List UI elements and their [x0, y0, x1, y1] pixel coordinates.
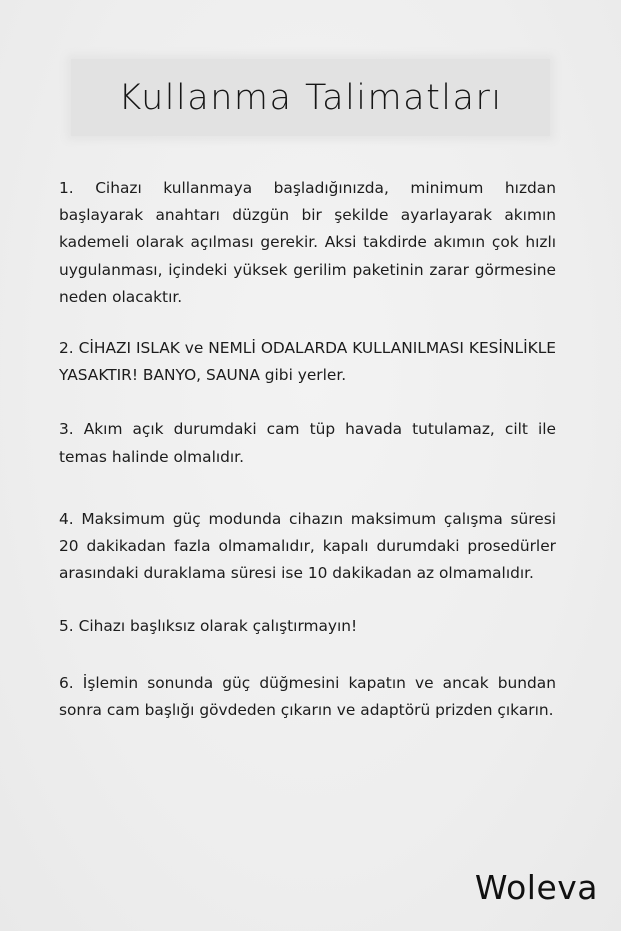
instruction-item-6: 6. İşlemin sonunda güç düğmesini kapatın ve ancak bundan sonra cam başlığı gövdeden çıkarın ve adaptörü prizden çıkarın.: [59, 673, 556, 719]
title-banner: [71, 59, 550, 136]
instructions-list: [59, 175, 556, 724]
instruction-item-4: 4. Maksimum güç modunda cihazın maksimum çalışma süresi 20 dakikadan fazla olmamalıdır, kapalı durumdaki prosedürler arasındaki duraklama süresi ise 10 dakikadan az olmamalıdır.: [59, 509, 556, 583]
instruction-item-2: 2. CİHAZI ISLAK ve NEMLİ ODALARDA KULLANILMASI KESİNLİKLE YASAKTIR! BANYO, SAUNA gibi yerler.: [59, 339, 556, 385]
page-title: Kullanma Talimatları: [118, 77, 503, 118]
instruction-item-3: 3. Akım açık durumdaki cam tüp havada tutulamaz, cilt ile temas halinde olmalıdır.: [59, 420, 556, 466]
brand-logo-text: Woleva: [474, 868, 598, 907]
instruction-item-1: 1. Cihazı kullanmaya başladığınızda, minimum hızdan başlayarak anahtarı düzgün bir şekilde ayarlayarak akımın kademeli olarak açılması gerekir. Aksi takdirde akımın çok hızlı uygulanması, içindeki yüksek gerilim paketinin zarar görmesine neden olacaktır.: [59, 179, 556, 306]
instruction-item-5: 5. Cihazı başlıksız olarak çalıştırmayın!: [59, 617, 358, 636]
